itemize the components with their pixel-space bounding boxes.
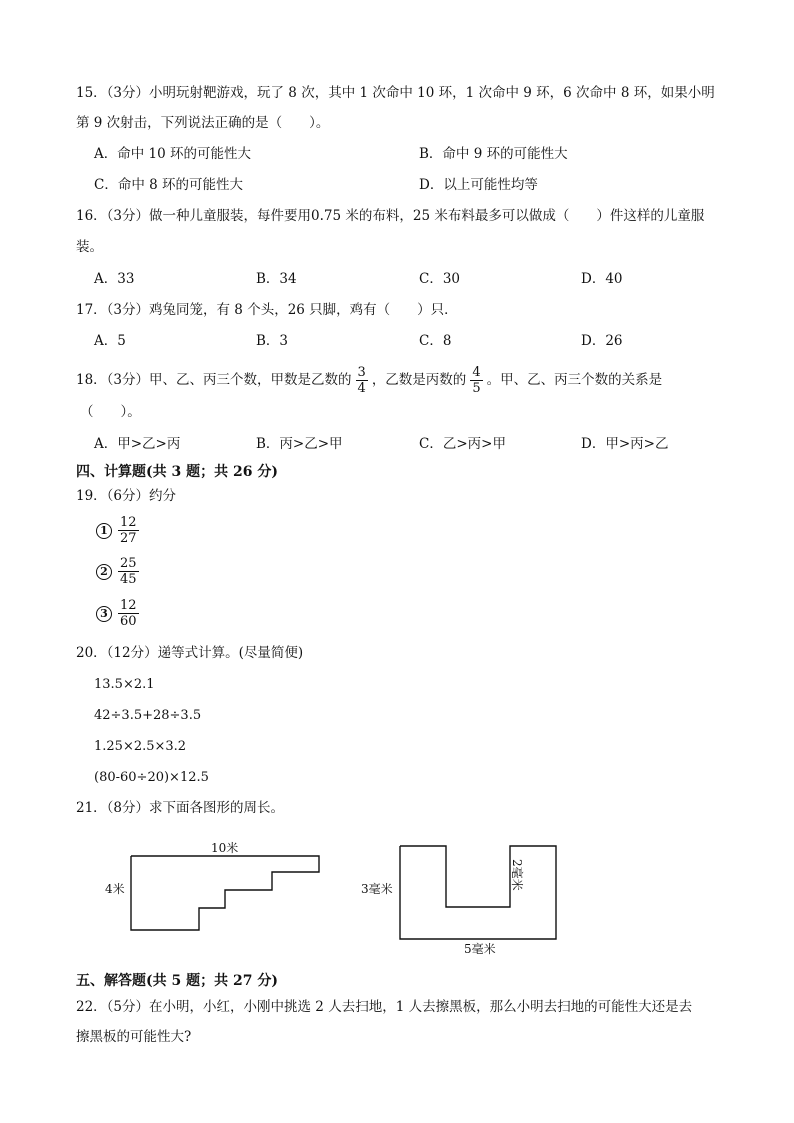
- q18-text-part2: ，乙数是丙数的: [371, 372, 467, 388]
- q16-option-a: A．33: [94, 271, 135, 287]
- q19-fraction-3-denominator: 60: [120, 614, 137, 629]
- q17-option-c: C．8: [419, 333, 452, 349]
- figure-2-bottom-label: 5毫米: [464, 942, 496, 956]
- q17-option-b: B．3: [256, 333, 289, 349]
- q18-option-b: B．丙>乙>甲: [256, 436, 343, 452]
- q15-line1: 15．（3分）小明玩射靶游戏，玩了 8 次，其中 1 次命中 10 环，1 次命中 9 环，6 次命中 8 环，如果小明: [76, 85, 715, 101]
- q19-title: 19．（6分）约分: [76, 488, 177, 504]
- q20-expression-1: 13.5×2.1: [94, 677, 155, 692]
- q18-option-c: C．乙>丙>甲: [419, 436, 506, 452]
- q20-expression-4: (80-60÷20)×12.5: [94, 770, 209, 785]
- q18-fraction-1-numerator: 3: [357, 364, 366, 380]
- q15-option-b: B．命中 9 环的可能性大: [419, 146, 568, 162]
- q15-line2: 第 9 次射击，下列说法正确的是（ ）。: [76, 115, 330, 131]
- q22-line1: 22．（5分）在小明，小红，小刚中挑选 2 人去扫地，1 人去擦黑板，那么小明去扫地的可能性大还是去: [76, 999, 693, 1015]
- q20-title: 20．（12分）递等式计算。(尽量简便): [76, 645, 304, 661]
- section-4-heading: 四、计算题(共 3 题；共 26 分): [76, 464, 278, 480]
- q18-option-a: A．甲>乙>丙: [94, 436, 181, 452]
- q15-option-d: D．以上可能性均等: [419, 177, 538, 193]
- figure-1-left-label: 4米: [105, 882, 125, 896]
- q16-line1: 16．（3分）做一种儿童服装，每件要用0.75 米的布料，25 米布料最多可以做成（ ）件这样的儿童服: [76, 208, 705, 224]
- q16-option-d: D．40: [581, 271, 623, 287]
- q19-fraction-3-numerator: 12: [120, 598, 137, 613]
- q16-option-c: C．30: [419, 271, 461, 287]
- q19-fraction-2-denominator: 45: [120, 572, 137, 587]
- q17-option-a: A．5: [94, 333, 126, 349]
- circled-number-2: 2: [96, 564, 112, 580]
- q20-expression-2: 42÷3.5+28÷3.5: [94, 708, 202, 723]
- figure-1-top-label: 10米: [211, 841, 239, 855]
- q18-text-part3: 。甲、乙、丙三个数的关系是: [486, 372, 663, 388]
- q18-option-d: D．甲>丙>乙: [581, 436, 669, 452]
- q15-option-a: A．命中 10 环的可能性大: [94, 146, 252, 162]
- q17-line1: 17．（3分）鸡兔同笼，有 8 个头，26 只脚，鸡有（ ）只．: [76, 302, 458, 318]
- figure-1-staircase-outline: [131, 856, 319, 930]
- circled-number-1: 1: [96, 523, 112, 539]
- circled-number-3: 3: [96, 606, 112, 622]
- figure-2-u-shape-outline: [400, 846, 556, 939]
- q21-title: 21．（8分）求下面各图形的周长。: [76, 800, 285, 816]
- q22-line2: 擦黑板的可能性大?: [76, 1029, 192, 1045]
- q18-fraction-2-denominator: 5: [472, 380, 481, 396]
- q17-option-d: D．26: [581, 333, 623, 349]
- figure-2-left-label: 3毫米: [361, 882, 393, 896]
- figure-2-inner-label: 2毫米: [510, 859, 524, 891]
- q18-fraction-1-denominator: 4: [357, 380, 366, 396]
- q16-option-b: B．34: [256, 271, 297, 287]
- q18-fraction-2-numerator: 4: [472, 364, 481, 380]
- section-5-heading: 五、解答题(共 5 题；共 27 分): [76, 973, 278, 989]
- q15-option-c: C．命中 8 环的可能性大: [94, 177, 244, 193]
- q19-fraction-1-numerator: 12: [120, 515, 137, 530]
- q20-expression-3: 1.25×2.5×3.2: [94, 739, 187, 754]
- q18-line2: （ ）。: [80, 404, 141, 420]
- q19-fraction-2-numerator: 25: [120, 556, 137, 571]
- q19-fraction-1-denominator: 27: [120, 531, 137, 546]
- q18-text-part1: 18．（3分）甲、乙、丙三个数，甲数是乙数的: [76, 372, 352, 388]
- q16-line2: 装。: [76, 239, 103, 255]
